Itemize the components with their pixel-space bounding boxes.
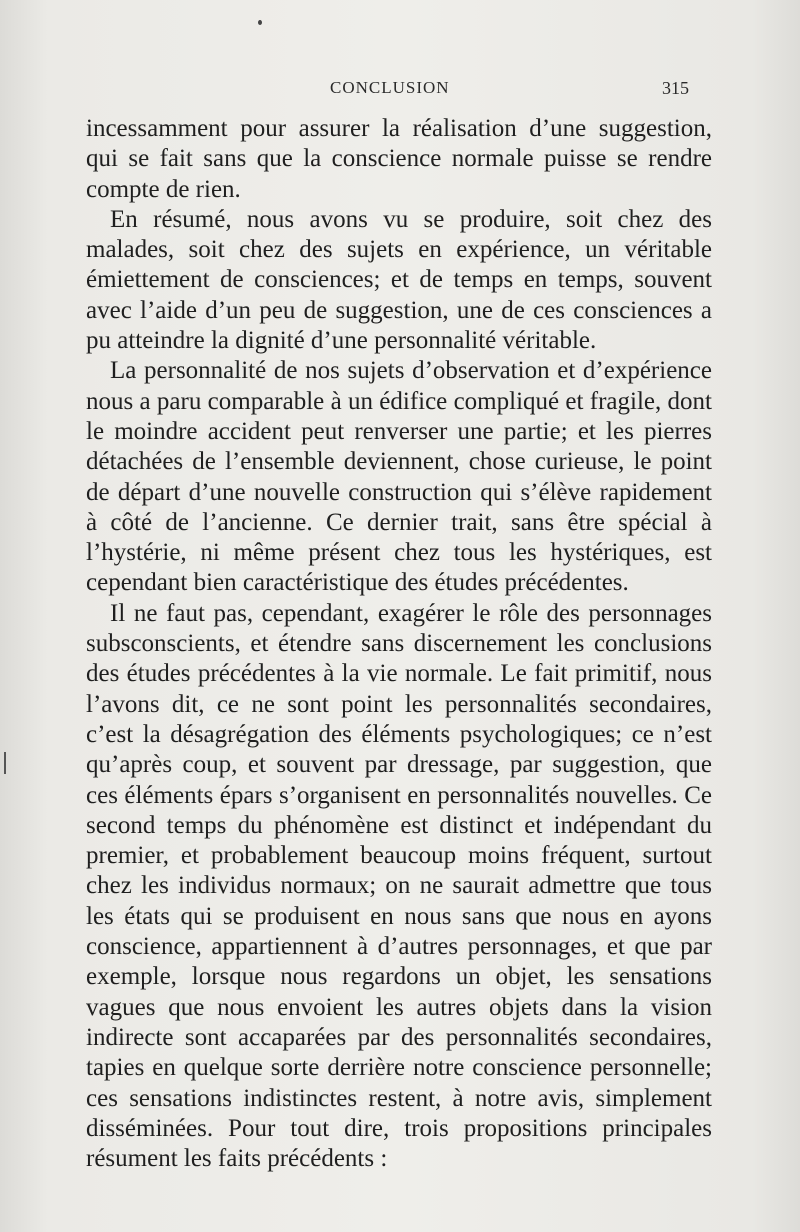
paragraph-continuation: incessamment pour assurer la réalisation d’une suggestion, qui se fait sans que la conscience normale puisse se rendre compte de rien.	[86, 115, 712, 203]
paragraph-en-resume: En résumé, nous avons vu se produire, soit chez des malades, soit chez des sujets en expérience, un véritable émiettement de consciences; et de temps en temps, souvent avec l’aide d’un peu de suggestion, une de ces consciences a pu atteindre la dignité d’une personnalité véritable.	[86, 205, 712, 355]
body-text	[86, 114, 712, 1174]
paragraph-il-ne-faut-pas: Il ne faut pas, cependant, exagérer le rôle des personnages subsconscients, et étendre sans discernement les conclusions des études précédentes à la vie normale. Le fait primitif, nous l’avons dit, ce ne sont point les personnalités secondaires, c’est la désagrégation des éléments psychologiques; ce n’est qu’après coup, et souvent par dressage, par suggestion, que ces éléments épars s’organisent en personnalités nouvelles. Ce second temps du phénomène est distinct et indépendant du premier, et probablement beaucoup moins fréquent, surtout chez les individus normaux; on ne saurait admettre que tous les états qui se produisent en nous sans que nous en ayons conscience, appartiennent à d’autres personnages, et que par exemple, lorsque nous regardons un objet, les sensations vagues que nous envoient les autres objets dans la vision indirecte sont accaparées par des personnalités secondaires, tapies en quelque sorte derrière notre conscience personnelle; ces sensations indistinctes restent, à notre avis, simplement disséminées. Pour tout dire, trois propositions principales résument les faits précédents :	[86, 599, 712, 1173]
page-edge-mark	[4, 752, 6, 774]
page-header	[0, 78, 800, 102]
ink-speck	[258, 20, 262, 25]
running-head: CONCLUSION	[330, 78, 450, 97]
paragraph-personnalite: La personnalité de nos sujets d’observation et d’expérience nous a paru comparable à un édifice compliqué et fragile, dont le moindre accident peut renverser une partie; et les pierres détachées de l’ensemble deviennent, chose curieuse, le point de départ d’une nouvelle construction qui s’élève rapidement à côté de l’ancienne. Ce dernier trait, sans être spécial à l’hystérie, ni même présent chez tous les hystériques, est cependant bien caractéristique des études précédentes.	[86, 357, 712, 597]
page-number: 315	[662, 78, 689, 98]
